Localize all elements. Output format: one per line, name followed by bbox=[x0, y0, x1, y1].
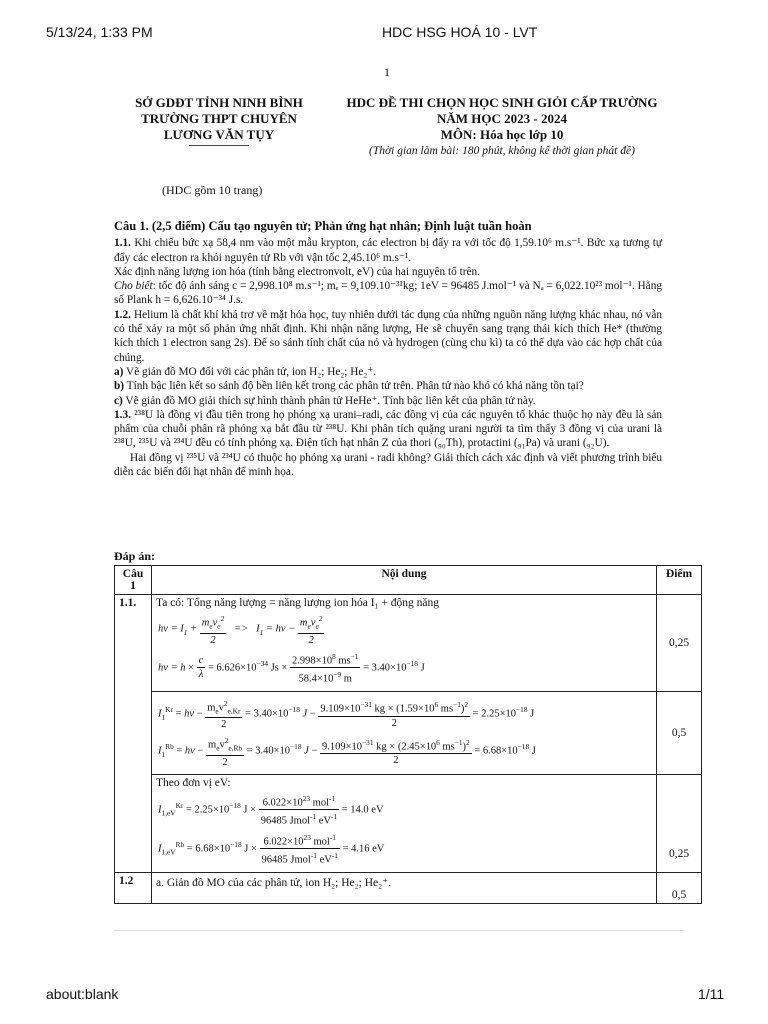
header-right-line2: NĂM HỌC 2023 - 2024 bbox=[437, 111, 567, 126]
q12-label: 1.2. bbox=[114, 308, 131, 321]
row-content-1 bbox=[152, 595, 657, 692]
r2-text: Theo đơn vị eV: bbox=[156, 776, 231, 789]
col-question: Câu 1 bbox=[115, 566, 152, 595]
row-id-1-2: 1.2 bbox=[115, 872, 152, 903]
q13-label: 1.3. bbox=[114, 408, 131, 421]
q12c-label: c) bbox=[114, 394, 123, 407]
answer-row-1-1b bbox=[115, 691, 702, 774]
q12a-text: Vẽ giản đồ MO đối với các phân tử, ion H₂; He₂; He₂⁺. bbox=[126, 365, 377, 378]
q12b-label: b) bbox=[114, 380, 125, 393]
score-4: 0,5 bbox=[657, 872, 702, 903]
formula-rb: $I_1^{Rb} = h\nu$ − $\frac{m_ev^2_{e,Rb}}{2}$ = $3.40\times 10^{-18}$ J − $\frac{9.109\times 10^{-31} kg \times (2.45\times 10^6 ms^{-1})^2}{2}$ = $6.68\times 10^{-18}$ J bbox=[158, 736, 536, 768]
q12a-label: a) bbox=[114, 365, 124, 378]
q12c-text: Vẽ giản đồ MO giải thích sự hình thành phân tử HeHe⁺. Tính bậc liên kết của phân tử này. bbox=[125, 394, 536, 407]
q13-task: Hai đồng vị ²³⁵U và ²³⁴U có thuộc họ phóng xạ urani - radi không? Giải thích cách xác định và viết phương trình biểu diễn các biến đổi hạt nhân để minh họa. bbox=[114, 451, 662, 479]
formula-energy: $h\nu = I_1$ + $\frac{m_ev_e^2}{2}$ => $I_1 = h\nu$ − $\frac{m_ev_e^2}{2}$ bbox=[158, 614, 323, 646]
formula-photon: hν = h × $\frac{c}{\lambda}$ = $6.626\times 10^{-34}$ Js × $\frac{2.998\times 10^8 ms^{-1}}{58.4\times 10^{-9} m}$ = $3.40\times 10^{-18}$ J bbox=[158, 651, 425, 685]
col-content: Nội dung bbox=[152, 566, 657, 595]
header-left-line3: LƯƠNG VĂN TỤY bbox=[163, 127, 275, 142]
row-id-1-1: 1.1. bbox=[115, 595, 152, 873]
formula-kr: $I_1^{Kr} = h\nu$ − $\frac{m_ev^2_{e,Kr}}{2}$ = $3.40\times 10^{-18}$ J − $\frac{9.109\times 10^{-31} kg \times (1.59\times 10^6 ms^{-1})^2}{2}$ = $2.25\times 10^{-18}$ J bbox=[158, 698, 535, 731]
print-page-indicator: 1/11 bbox=[698, 986, 725, 1002]
row-content-3 bbox=[152, 774, 657, 872]
row-content-4: a. Giản đồ MO của các phân tử, ion H₂; He₂; He₂⁺. bbox=[152, 872, 657, 903]
score-3: 0,25 bbox=[657, 774, 702, 872]
header-left-line1: SỞ GDĐT TỈNH NINH BÌNH bbox=[135, 95, 303, 110]
header-left-line2: TRƯỜNG THPT CHUYÊN bbox=[141, 111, 297, 126]
formula-rb-ev: $I_{1,eV}^{Rb} = 6.68\times 10^{-18}$ J × $\frac{6.022\times 10^{23} mol^{-1}}{96485 Jmol^{-1} eV^{-1}}$ = 4.16 eV bbox=[158, 832, 385, 866]
answer-row-1-1a bbox=[115, 595, 702, 692]
header-left bbox=[116, 95, 322, 146]
row-content-2 bbox=[152, 691, 657, 774]
header-right-line1: HDC ĐỀ THI CHỌN HỌC SINH GIỎI CẤP TRƯỜNG bbox=[346, 95, 658, 110]
q11-text: Khi chiếu bức xạ 58,4 nm vào một mẫu krypton, các electron bị đẩy ra với tốc độ 1,59.10⁶ m.s⁻¹. Bức xạ tương tự đẩy các electron ra khỏi nguyên tử Rb với vận tốc 2,45.10⁶ m.s⁻¹. bbox=[114, 237, 662, 264]
print-url: about:blank bbox=[46, 986, 119, 1002]
given-text: : tốc độ ánh sáng c = 2,998.10⁸ m.s⁻¹; mₑ = 9,109.10⁻³¹kg; 1eV = 96485 J.mol⁻¹ và Nₐ = 6,022.10²³ mol⁻¹. Hằng số Plank h = 6,626.10⁻³⁴ J.s. bbox=[114, 280, 662, 307]
r1-text: Ta có: Tổng năng lượng = năng lượng ion hóa I₁ + động năng bbox=[156, 597, 440, 609]
answer-label: Đáp án: bbox=[114, 549, 156, 563]
answer-header-row bbox=[115, 566, 702, 595]
q12-text: Helium là chất khí khá trơ về mặt hóa học, tuy nhiên dưới tác dụng của những nguồn năng lượng khác nhau, nó vẫn có thể xảy ra một số phản ứng nhất định. Khi nhận năng lượng, He sẽ chuyển sang trạng thái kích thích He* (thường kích thích 1 electron sang 2s). Để so sánh tính chất của nó và hydrogen (cùng chu kì) ta có thể dựa vào các hợp chất của chúng. bbox=[114, 308, 662, 364]
print-doc-title: HDC HSG HOÁ 10 - LVT bbox=[382, 24, 538, 40]
q12b-text: Tính bậc liên kết so sánh độ bền liên kết trong các phân tử trên. Phân tử nào khó có khả năng tồn tại? bbox=[126, 380, 584, 393]
print-timestamp: 5/13/24, 1:33 PM bbox=[46, 24, 153, 40]
header-note: (HDC gồm 10 trang) bbox=[162, 183, 263, 197]
q11-label: 1.1. bbox=[114, 237, 131, 250]
col-score: Điểm bbox=[657, 566, 702, 595]
score-2: 0,5 bbox=[657, 691, 702, 774]
q11-task: Xác định năng lượng ion hóa (tính bằng electronvolt, eV) của hai nguyên tố trên. bbox=[114, 265, 480, 278]
answer-row-1-1c bbox=[115, 774, 702, 872]
header-right-line4: (Thời gian làm bài: 180 phút, không kể thời gian phát đề) bbox=[369, 145, 635, 157]
footer-rule bbox=[114, 930, 684, 931]
header-right-line3: MÔN: Hóa học lớp 10 bbox=[440, 127, 564, 142]
given-label: Cho biết bbox=[114, 280, 153, 293]
header-divider bbox=[189, 145, 249, 146]
score-1: 0,25 bbox=[657, 595, 702, 692]
question-body bbox=[114, 219, 662, 479]
answer-table bbox=[114, 565, 702, 904]
page-number: 1 bbox=[384, 65, 390, 79]
q13-text: ²³⁸U là đồng vị đầu tiên trong họ phóng xạ urani–radi, các đồng vị của các nguyên tố khác thuộc họ này đều là sản phẩm của chuỗi phân rã phóng xạ bắt đầu từ ²³⁸U. Khi phân tích quặng urani người ta tìm thấy 3 đồng vị của urani là ²³⁸U, ²³⁵U và ²³⁴U đều có tính phóng xạ. Điện tích hạt nhân Z của thori (₉₀Th), protactini (₉₁Pa) và urani (₉₂U). bbox=[114, 408, 662, 450]
answer-row-1-2 bbox=[115, 872, 702, 903]
formula-kr-ev: $I_{1,eV}^{Kr} = 2.25\times 10^{-18}$ J × $\frac{6.022\times 10^{23} mol^{-1}}{96485 Jmol^{-1} eV^{-1}}$ = 14.0 eV bbox=[158, 793, 384, 827]
question-title: Câu 1. (2,5 điểm) Cấu tạo nguyên tử; Phản ứng hạt nhân; Định luật tuần hoàn bbox=[114, 219, 532, 233]
header-right bbox=[332, 95, 672, 159]
